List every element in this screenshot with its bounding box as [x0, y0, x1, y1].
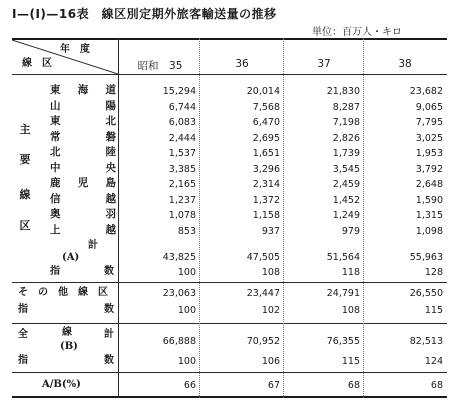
line-name	[50, 132, 116, 143]
unit-label: 単位：百万人・キロ	[312, 27, 402, 38]
year-header-37: 37	[317, 58, 331, 70]
total-cell: 66,888	[162, 336, 196, 347]
total-cell: 82,513	[409, 336, 443, 347]
others-cell: 23,447	[246, 288, 280, 299]
subtotal-index-cell: 128	[424, 267, 443, 278]
table-cell: 8,287	[332, 101, 360, 113]
table-cell: 9,065	[415, 101, 443, 113]
table-cell: 2,695	[252, 132, 280, 144]
others-index-cell: 115	[424, 305, 443, 316]
subtotal-label: 計	[88, 240, 98, 251]
total-index-cell: 124	[424, 356, 443, 367]
line-name-char: 常	[50, 130, 61, 143]
group-label-char: 主	[19, 123, 31, 136]
table-cell: 2,826	[332, 132, 360, 144]
table-cell: 6,744	[168, 101, 196, 113]
table-cell: 1,315	[415, 210, 443, 221]
others-index-label-2: 数	[104, 304, 114, 315]
table-cell: 7,198	[332, 117, 360, 128]
table-cell: 979	[341, 225, 360, 237]
ratio-cell: 66	[183, 380, 196, 391]
total-cell: 70,952	[246, 336, 280, 347]
line-name	[50, 147, 116, 158]
line-name-char: 島	[105, 177, 116, 189]
subtotal-index-cell: 100	[177, 267, 196, 278]
section-rule-3	[12, 372, 447, 373]
corner-year-label: 年 度	[60, 44, 90, 55]
table-cell: 3,545	[332, 163, 360, 175]
line-name-char: 越	[105, 223, 116, 236]
total-label-3: 計	[104, 329, 114, 340]
col-rule-2	[283, 38, 284, 398]
line-name-char: 児	[77, 177, 89, 189]
line-name-char: 央	[105, 161, 116, 174]
line-name-char: 東	[50, 84, 61, 96]
line-name-char: 海	[77, 84, 89, 96]
table-cell: 2,459	[332, 179, 360, 190]
col-rule-1	[199, 38, 200, 398]
subtotal-cell: 55,963	[409, 252, 443, 263]
table-cell: 2,165	[168, 179, 196, 190]
table-cell: 1,249	[332, 210, 360, 221]
line-name-char: 奥	[50, 208, 61, 220]
table-cell: 2,314	[252, 179, 280, 190]
table-cell: 937	[261, 225, 280, 237]
group-label-char: 区	[19, 219, 31, 232]
others-index-cell: 108	[341, 305, 360, 316]
line-name-char: 北	[105, 115, 116, 127]
col-rule-3	[363, 38, 364, 398]
line-name	[50, 178, 116, 189]
line-name	[50, 225, 116, 236]
table-cell: 1,098	[415, 225, 443, 237]
table-cell: 3,296	[252, 163, 280, 175]
header-rule	[12, 74, 447, 75]
table-cell: 1,452	[332, 194, 360, 206]
line-name	[50, 101, 116, 112]
line-name-char: 北	[50, 146, 61, 158]
subtotal-cell: 51,564	[326, 252, 360, 263]
ratio-cell: 67	[267, 380, 280, 391]
total-index-label-2: 数	[104, 355, 114, 366]
section-rule-1	[12, 282, 447, 283]
line-name	[50, 116, 116, 127]
subtotal-cell: 47,505	[246, 252, 280, 263]
subtotal-index-label-2: 数	[104, 266, 114, 277]
table-cell: 1,158	[252, 210, 280, 221]
table-cell: 1,078	[168, 210, 196, 221]
table-cell: 1,590	[415, 194, 443, 206]
table-cell: 1,537	[168, 148, 196, 159]
table-cell: 853	[177, 225, 196, 237]
others-index-cell: 100	[177, 305, 196, 316]
table-cell: 23,682	[409, 86, 443, 97]
table-cell: 3,792	[415, 163, 443, 175]
subtotal-index-cell: 118	[341, 267, 360, 278]
subtotal-sublabel: (A)	[62, 252, 80, 263]
total-sublabel: (B)	[60, 341, 78, 352]
group-label-char: 要	[19, 153, 31, 166]
others-cell: 24,791	[326, 288, 360, 299]
table-cell: 2,444	[168, 132, 196, 144]
table-cell: 2,648	[415, 179, 443, 190]
total-label-2: 線	[62, 327, 72, 338]
corner-line-label: 線 区	[22, 58, 52, 69]
table-cell: 1,651	[252, 148, 280, 159]
table-cell: 1,372	[252, 194, 280, 206]
table-cell: 6,470	[252, 117, 280, 128]
total-index-label: 指	[18, 355, 28, 366]
line-name	[50, 163, 116, 174]
table-cell: 15,294	[162, 86, 196, 97]
subtotal-index-cell: 108	[261, 267, 280, 278]
year-header-35: 昭和 35	[137, 60, 183, 72]
line-name-char: 磐	[105, 130, 116, 143]
subtotal-cell: 43,825	[162, 252, 196, 263]
others-cell: 23,063	[162, 288, 196, 299]
subtotal-index-label: 指	[50, 266, 60, 277]
year-header-38: 38	[398, 58, 412, 70]
table-cell: 3,385	[168, 163, 196, 175]
table-cell: 20,014	[246, 86, 280, 97]
others-label: その他線区	[18, 287, 118, 298]
line-name-char: 陽	[105, 99, 116, 112]
table-cell: 21,830	[326, 86, 360, 97]
ratio-cell: 68	[430, 380, 443, 391]
ratio-cell: 68	[347, 380, 360, 391]
table-cell: 6,083	[168, 117, 196, 128]
line-name-char: 越	[105, 192, 116, 205]
line-name	[50, 85, 116, 96]
col-rule-label	[118, 38, 119, 398]
others-index-cell: 102	[261, 305, 280, 316]
table-cell: 1,739	[332, 148, 360, 159]
line-name-char: 中	[50, 161, 61, 174]
year-header-36: 36	[235, 58, 249, 70]
line-name	[50, 209, 116, 220]
line-name-char: 陸	[105, 146, 116, 158]
total-index-cell: 100	[177, 356, 196, 367]
line-name	[50, 194, 116, 205]
others-index-label: 指	[18, 304, 28, 315]
table-cell: 1,237	[168, 194, 196, 206]
ratio-label: A/B(%)	[42, 379, 81, 390]
total-label-1: 全	[18, 329, 28, 340]
table-cell: 7,795	[415, 117, 443, 128]
group-label-char: 線	[19, 188, 31, 201]
line-name-char: 山	[50, 99, 61, 112]
total-cell: 76,355	[326, 336, 360, 347]
table-cell: 3,025	[415, 132, 443, 144]
line-name-char: 上	[50, 223, 61, 236]
total-index-cell: 115	[341, 356, 360, 367]
line-name-char: 信	[50, 192, 61, 205]
section-rule-2	[12, 323, 447, 324]
line-name-char: 道	[105, 84, 116, 96]
line-name-char: 鹿	[50, 177, 61, 189]
table-cell: 1,953	[415, 148, 443, 159]
total-index-cell: 106	[261, 356, 280, 367]
table-cell: 7,568	[252, 101, 280, 113]
line-name-char: 東	[50, 115, 61, 127]
line-name-char: 羽	[105, 208, 116, 220]
others-cell: 26,550	[409, 288, 443, 299]
table-title: Ⅰ—(Ⅰ)—16表 線区別定期外旅客輸送量の推移	[12, 7, 277, 21]
